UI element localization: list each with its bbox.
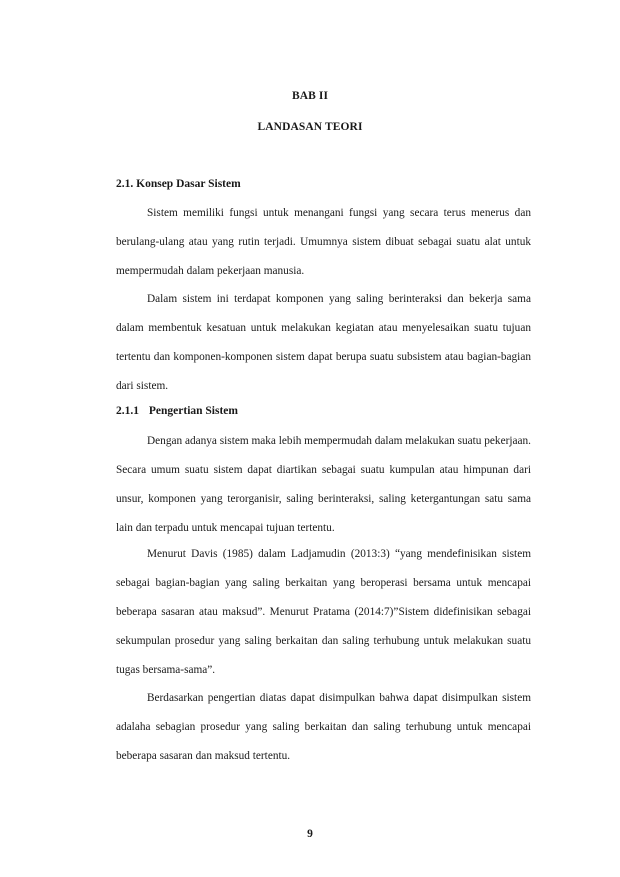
page-number: 9 (307, 828, 313, 840)
chapter-label: BAB II (291, 90, 329, 102)
subsection-heading (116, 405, 238, 417)
paragraph: Menurut Davis (1985) dalam Ladjamudin (2013:3) “yang mendefinisikan sistem sebagai bagian-bagian yang saling berkaitan yang beroperasi bersama untuk mencapai beberapa sasaran atau maksud”. Menurut Pratama (2014:7)”Sistem didefinisikan sebagai sekumpulan prosedur yang saling berkaitan dan saling terhubung untuk melakukan suatu tugas bersama-sama”. (116, 548, 531, 676)
paragraph: Sistem memiliki fungsi untuk menangani fungsi yang secara terus menerus dan berulang-ulang atau yang rutin terjadi. Umumnya sistem dibuat sebagai suatu alat untuk mempermudah dalam pekerjaan manusia. (116, 207, 531, 277)
chapter-title: LANDASAN TEORI (257, 121, 363, 133)
section-heading: 2.1. Konsep Dasar Sistem (116, 178, 241, 190)
paragraph: Dengan adanya sistem maka lebih mempermudah dalam melakukan suatu pekerjaan. Secara umum suatu sistem dapat diartikan sebagai suatu kumpulan atau himpunan dari unsur, komponen yang terorganisir, saling berinteraksi, saling ketergantungan satu sama lain dan terpadu untuk mencapai tujuan tertentu. (116, 435, 531, 534)
paragraph: Dalam sistem ini terdapat komponen yang saling berinteraksi dan bekerja sama dalam membentuk kesatuan untuk melakukan kegiatan atau menyelesaikan suatu tujuan tertentu dan komponen-komponen sistem dapat berupa suatu subsistem atau bagian-bagian dari sistem. (116, 293, 531, 392)
subsection-number: 2.1.1 (116, 405, 139, 417)
paragraph: Berdasarkan pengertian diatas dapat disimpulkan bahwa dapat disimpulkan sistem adalaha sebagian prosedur yang saling berkaitan dan saling terhubung untuk mencapai beberapa sasaran dan maksud tertentu. (116, 692, 531, 762)
subsection-title: Pengertian Sistem (148, 405, 238, 417)
